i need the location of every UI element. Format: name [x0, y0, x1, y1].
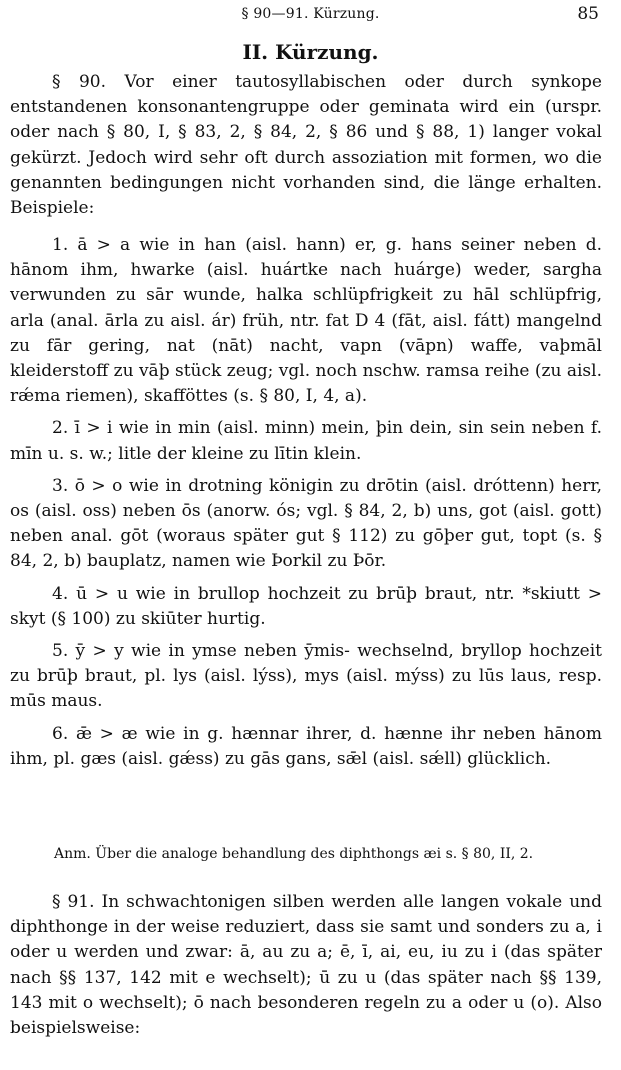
annotation-note: Anm. Über die analoge behandlung des diphthongs æi s. § 80, II, 2. [54, 846, 534, 862]
section-91-paragraph: § 91. In schwachtonigen silben werden alle langen vokale und diphthonge in der weise reduziert, dass sie samt und sonders zu a, i oder u werden und zwar: ā, au zu a; ē, ī, ai, eu, iu zu i (das später nach §§ 137, 142 mit e wechselt); ū zu u (das später nach §§ 139, 143 mit o wechselt); ō nach besonderen regeln zu a oder u (o). Also beispielsweise: [10, 892, 602, 1039]
section-90-paragraph: § 90. Vor einer tautosyllabischen oder durch synkope entstandenen konsonantengruppe oder geminata wird ein (urspr. oder nach § 80, I, § 83, 2, § 84, 2, § 86 und § 88, 1) langer vokal gekürzt. Jedoch wird sehr oft durch assoziation mit formen, wo die genannten bedingungen nicht vorhanden sind, die länge erhalten. Beispiele: [10, 72, 602, 219]
running-title: § 90—91. Kürzung. [241, 6, 380, 22]
chapter-title: II. Kürzung. [242, 40, 379, 64]
page-header [0, 6, 621, 30]
example-item: 6. ǣ > æ wie in g. hænnar ihrer, d. hænne ihr neben hānom ihm, pl. gæs (aisl. gǽss) zu gās gans, sǣl (aisl. sǽll) glücklich. [10, 723, 602, 769]
page-number: 85 [577, 4, 599, 24]
example-item: 2. ī > i wie in min (aisl. minn) mein, þin dein, sin sein neben f. mīn u. s. w.; litle der kleine zu lītin klein. [10, 418, 602, 464]
example-item: 4. ū > u wie in brullop hochzeit zu brūþ braut, ntr. *skiutt > skyt (§ 100) zu skiūter hurtig. [10, 583, 602, 629]
example-list [10, 233, 602, 779]
example-item: 5. ȳ > y wie in ymse neben ȳmis- wechselnd, bryllop hochzeit zu brūþ braut, pl. lys (aisl. lýss), mys (aisl. mýss) zu lūs laus, resp. mūs maus. [10, 641, 602, 712]
example-item: 1. ā > a wie in han (aisl. hann) er, g. hans seiner neben d. hānom ihm, hwarke (aisl. huártke nach huárge) weder, sargha verwunden zu sār wunde, halka schlüpfrigkeit zu hāl schlüpfrig, arla (anal. ārla zu aisl. ár) früh, ntr. fat D 4 (fāt, aisl. fátt) mangelnd zu fār gering, nat (nāt) nacht, vapn (vāpn) waffe, vaþmāl kleiderstoff zu vāþ stück zeug; vgl. noch nschw. ramsa reihe (zu aisl. rǽma riemen), skafföttes (s. § 80, I, 4, a). [10, 235, 602, 407]
example-item: 3. ō > o wie in drotning königin zu drōtin (aisl. dróttenn) herr, os (aisl. oss) neben ōs (anorw. ós; vgl. § 84, 2, b) uns, got (aisl. gott) neben anal. gōt (woraus später gut § 112) zu gōþer gut, topt (s. § 84, 2, b) bauplatz, namen wie Þorkil zu Þōr. [10, 475, 602, 572]
